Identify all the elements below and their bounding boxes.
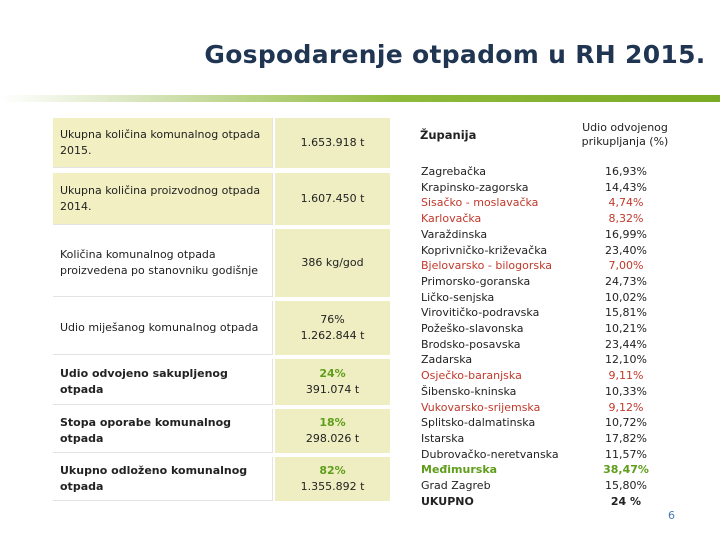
stat-value-secondary: 1.262.844 t — [300, 329, 365, 342]
county-name: Vukovarsko-srijemska — [421, 400, 541, 414]
stat-row — [53, 229, 390, 297]
stat-value-secondary: 298.026 t — [305, 432, 360, 445]
county-list — [421, 164, 559, 509]
county-name: Varaždinska — [421, 227, 488, 241]
county-share: 10,02% — [605, 290, 647, 304]
county-name: Karlovačka — [421, 212, 482, 226]
accent-bar — [0, 95, 720, 102]
stat-value — [275, 135, 390, 151]
stat-value-secondary: 1.355.892 t — [300, 480, 365, 493]
county-share: 23,44% — [605, 337, 647, 351]
county-name: Dubrovačko-neretvanska — [421, 447, 559, 461]
stat-label: Stopa oporabe komunalnog otpada — [60, 415, 232, 445]
county-share: 10,33% — [605, 384, 647, 398]
page-number: 6 — [668, 509, 675, 522]
county-share: 7,00% — [608, 259, 644, 273]
stat-label: Udio odvojeno sakupljenog otpada — [60, 366, 228, 396]
stat-label-cell — [53, 229, 273, 297]
county-name: Požeško-slavonska — [421, 322, 524, 336]
share-header: Udio odvojenog prikupljanja (%) — [581, 121, 669, 148]
stat-value-cell — [275, 173, 390, 225]
county-share: 15,80% — [605, 479, 647, 493]
stat-value-cell — [275, 359, 390, 405]
stat-row — [53, 409, 390, 453]
stat-label-cell — [53, 301, 273, 355]
county-name: Splitsko-dalmatinska — [421, 416, 536, 430]
county-share: 38,47% — [603, 463, 649, 477]
stat-row — [53, 457, 390, 501]
county-share: 12,10% — [605, 353, 647, 367]
stat-value — [275, 463, 390, 495]
stat-label: Ukupna količina komunalnog otpada 2015. — [60, 127, 261, 157]
stat-row — [53, 118, 390, 168]
stat-value-cell — [275, 229, 390, 297]
slide-title: Gospodarenje otpadom u RH 2015. — [204, 40, 706, 69]
stat-row — [53, 173, 390, 225]
share-list — [580, 164, 672, 509]
county-name: Međimurska — [421, 463, 498, 477]
county-share: 24,73% — [605, 274, 647, 288]
county-share: 17,82% — [605, 431, 647, 445]
county-name: Zagrebačka — [421, 165, 486, 178]
stat-label-cell — [53, 359, 273, 405]
county-name: Primorsko-goranska — [421, 274, 531, 288]
stat-value-cell — [275, 409, 390, 453]
stat-value-primary: 76% — [320, 313, 345, 326]
county-share: 10,21% — [605, 322, 647, 336]
county-name: Grad Zagreb — [421, 479, 491, 493]
stat-label: Ukupna količina proizvodnog otpada 2014. — [60, 183, 261, 213]
stat-value — [275, 191, 390, 207]
county-header: Županija — [420, 128, 477, 142]
stat-row — [53, 301, 390, 355]
stat-value-cell — [275, 301, 390, 355]
county-share: 9,11% — [608, 369, 644, 383]
county-name: Virovitičko-podravska — [421, 306, 540, 320]
county-name: Bjelovarsko - bilogorska — [421, 259, 553, 273]
stat-value — [275, 312, 390, 344]
county-share: 16,93% — [605, 165, 647, 178]
county-share: 9,12% — [608, 400, 644, 414]
stat-value-primary: 386 kg/god — [301, 256, 364, 269]
county-name: Zadarska — [421, 353, 473, 367]
stat-value-cell — [275, 457, 390, 501]
stat-value-secondary: 391.074 t — [305, 383, 360, 396]
county-name: Osječko-baranjska — [421, 369, 522, 383]
stat-value-primary: 82% — [319, 464, 346, 477]
county-share: 24 % — [610, 494, 642, 508]
county-share: 11,57% — [605, 447, 647, 461]
stat-label: Udio miješanog komunalnog otpada — [60, 320, 259, 334]
county-name: Istarska — [421, 431, 465, 445]
stat-value — [275, 366, 390, 398]
stat-value — [275, 415, 390, 447]
county-name: UKUPNO — [421, 494, 474, 508]
county-name: Šibensko-kninska — [421, 384, 517, 398]
county-name: Koprivničko-križevačka — [421, 243, 548, 257]
stat-value-cell — [275, 118, 390, 168]
stat-label-cell — [53, 409, 273, 453]
stat-value-primary: 18% — [319, 416, 346, 429]
county-name: Brodsko-posavska — [421, 337, 521, 351]
county-name: Ličko-senjska — [421, 290, 495, 304]
stat-value-primary: 1.653.918 t — [300, 136, 365, 149]
stat-label: Količina komunalnog otpada proizvedena po stanovniku godišnje — [60, 247, 259, 277]
stat-value — [275, 255, 390, 271]
county-share: 10,72% — [605, 416, 647, 430]
stat-label: Ukupno odloženo komunalnog otpada — [60, 463, 248, 493]
stat-row — [53, 359, 390, 405]
stat-value-primary: 1.607.450 t — [300, 192, 365, 205]
stat-value-primary: 24% — [319, 367, 346, 380]
county-share: 4,74% — [608, 196, 644, 210]
county-share: 15,81% — [605, 306, 647, 320]
county-share: 23,40% — [605, 243, 647, 257]
stat-label-cell — [53, 457, 273, 501]
county-name: Sisačko - moslavačka — [421, 196, 539, 210]
stat-label-cell — [53, 118, 273, 168]
county-share: 16,99% — [605, 227, 647, 241]
county-share: 14,43% — [605, 180, 647, 194]
county-name: Krapinsko-zagorska — [421, 180, 529, 194]
county-share: 8,32% — [608, 212, 644, 226]
stat-label-cell — [53, 173, 273, 225]
